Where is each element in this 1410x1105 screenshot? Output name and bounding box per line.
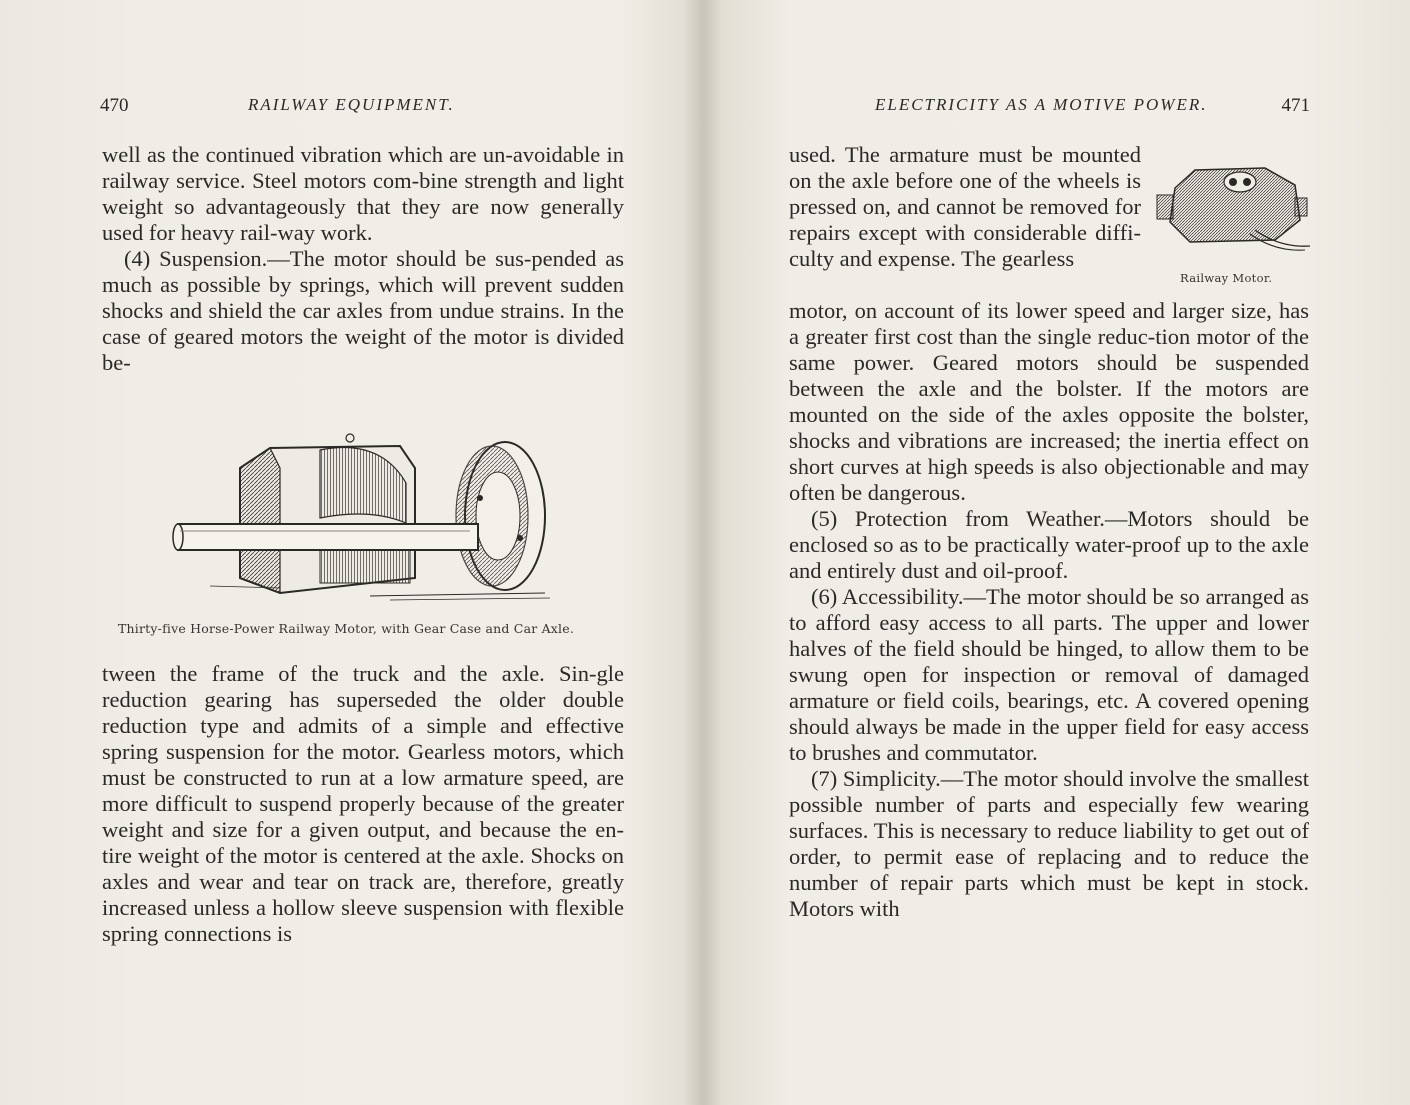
right-body-text-top: [789, 142, 1141, 272]
figure-caption: Railway Motor.: [1180, 271, 1273, 285]
paragraph: used. The armature must be mounted on the axle before one of the wheels is pressed on, and cannot be removed for repairs except with considerable diffi-culty and expense. The gearless: [789, 142, 1141, 271]
right-page: [705, 0, 1410, 1105]
page-number: 470: [100, 95, 129, 116]
right-page-header: [790, 95, 1310, 121]
paragraph: tween the frame of the truck and the axle. Sin-gle reduction gearing has superseded the older double reduction type and admits of a simple and effective spring suspension for the motor. Gearless motors, which must be constructed to run at a low armature speed, are more difficult to suspend properly because of the greater weight and size for a given output, and because the en-tire weight of the motor is centered at the axle. Shocks on axles and wear and tear on track are, therefore, greatly increased unless a hollow sleeve suspension with flexible spring connections is: [102, 661, 624, 946]
paragraph-suspension: (4) Suspension.—The motor should be sus-pended as much as possible by springs, which will prevent sudden shocks and shield the car axles from undue strains. In the case of geared motors the weight of the motor is divided be-: [102, 246, 624, 375]
paragraph: well as the continued vibration which are un-avoidable in railway service. Steel motors com-bine strength and light weight so advantageously that they are now generally used for heavy rail-way work.: [102, 142, 624, 245]
paragraph-protection-from-weather: (5) Protection from Weather.—Motors should be enclosed so as to be practically water-proof up to the axle and entirely dust and oil-proof.: [789, 506, 1309, 583]
running-title: ELECTRICITY AS A MOTIVE POWER.: [875, 95, 1208, 114]
paragraph-accessibility: (6) Accessibility.—The motor should be so arranged as to afford easy access to all parts. The upper and lower halves of the field should be hinged, to allow them to be swung open for inspection or removal of damaged armature or field coils, bearings, etc. A covered opening should always be made in the upper field for easy access to brushes and commutator.: [789, 584, 1309, 765]
figure-caption: Thirty-five Horse-Power Railway Motor, with Gear Case and Car Axle.: [118, 621, 575, 636]
running-title: RAILWAY EQUIPMENT.: [248, 95, 455, 114]
page-number: 471: [1281, 95, 1310, 116]
left-body-text-bottom: [102, 661, 624, 947]
right-body-text-main: [789, 298, 1309, 922]
paragraph-simplicity: (7) Simplicity.—The motor should involve the smallest possible number of parts and especially few wearing surfaces. This is necessary to reduce liability to get out of order, to permit ease of replacing and to reduce the number of repair parts which must be kept in stock. Motors with: [789, 766, 1309, 921]
left-body-text-top: [102, 142, 624, 376]
left-page-header: [100, 95, 624, 121]
railway-motor-with-axle-illustration: [170, 428, 555, 608]
railway-motor-illustration: [1155, 160, 1310, 252]
paragraph: motor, on account of its lower speed and larger size, has a greater first cost than the single reduc-tion motor of the same power. Geared motors should be suspended between the axle and the bolster. If the motors are mounted on the side of the axles opposite the bolster, shocks and vibrations are increased; the inertia effect on short curves at high speeds is also objectionable and may often be dangerous.: [789, 298, 1309, 505]
